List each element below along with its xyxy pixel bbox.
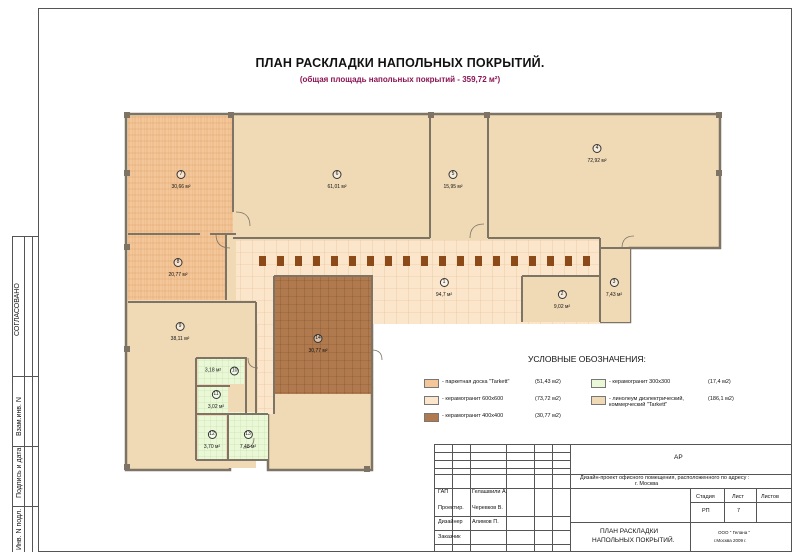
tb-org-city: г.Москва 2009 г.	[714, 538, 747, 543]
room-label-11: 11 3,02 м²	[207, 391, 225, 410]
drawing-title: ПЛАН РАСКЛАДКИ НАПОЛЬНЫХ ПОКРЫТИЙ.	[255, 56, 545, 70]
legend-item-porcelain-300: - керамогранит 300х300 (17,4 м2)	[591, 379, 741, 388]
side-label-inv-original: Инв. N подл.	[16, 508, 23, 550]
room-label-4: 4 72,92 м²	[587, 145, 607, 164]
tb-gap-name: Гелашвили А.	[472, 489, 508, 495]
tb-stage: РП	[702, 508, 710, 514]
tb-interior-role: Дизайнер	[438, 519, 463, 525]
side-label-replace-inv: Взам.инв. N	[16, 397, 23, 436]
porcelain-400-swatch	[424, 413, 439, 422]
room-label-13: 13 7,48 м²	[239, 431, 257, 450]
tb-sheets-header: Листов	[761, 494, 779, 500]
room-label-8: 8 20,77 м²	[168, 259, 188, 278]
legend-item-porcelain-600: - керамогранит 600х600 (73,72 м2)	[424, 396, 584, 405]
parquet-swatch	[424, 379, 439, 388]
tb-gap-role: ГАП	[438, 489, 449, 495]
room-label-3: 3 7,43 м²	[605, 279, 623, 298]
tb-project: Дизайн-проект офисного помещения, расположенного по адресу :	[580, 475, 750, 481]
room-label-14: 14 30,77 м²	[308, 335, 328, 354]
porcelain-600-swatch	[424, 396, 439, 405]
legend-item-parquet: - паркетная доска "Tarkett" (51,43 м2)	[424, 379, 584, 388]
porcelain-300-swatch	[591, 379, 606, 388]
room-label-12: 12 3,70 м²	[203, 431, 221, 450]
title-block	[434, 444, 792, 552]
side-label-signature: Подпись и дата	[16, 447, 23, 498]
room-label-7: 7 30,66 м²	[171, 171, 191, 190]
legend-item-porcelain-400: - керамогранит 400х400 (30,77 м2)	[424, 413, 584, 422]
tb-client-role: Заказчик	[438, 534, 461, 540]
room-label-2: 2 9,02 м²	[553, 291, 571, 310]
room-label-10: 3,18 м² 10	[204, 367, 238, 374]
tb-interior-name: Алимов П.	[472, 519, 499, 525]
drawing-subtitle: (общая площадь напольных покрытий - 359,72 м²)	[299, 75, 501, 84]
room-label-6: 6 61,01 м²	[327, 171, 347, 190]
legend-item-linoleum: - линолеум диэлектрический, коммерческий "Tarkett" (186,1 м2)	[591, 396, 741, 408]
tb-designer-role: Проектир.	[438, 505, 464, 511]
room-label-9: 9 38,11 м²	[170, 323, 190, 342]
side-label-approved: СОГЛАСОВАНО	[14, 283, 21, 336]
tb-designer-name: Черевков В.	[472, 505, 503, 511]
tb-city: г. Москва	[635, 481, 659, 487]
corridor-west-fill	[258, 270, 274, 414]
tb-org: ООО " Гелана "	[718, 530, 751, 535]
tb-sheet-header: Лист	[732, 494, 744, 500]
room-label-1: 1 94,7 м²	[435, 279, 453, 298]
tb-code: АР	[674, 454, 683, 461]
linoleum-swatch	[591, 396, 606, 405]
tb-sheet: 7	[737, 508, 741, 514]
tb-stage-header: Стадия	[696, 494, 715, 500]
tb-sheet-title-2: НАПОЛЬНЫХ ПОКРЫТИЙ.	[592, 537, 675, 544]
tb-sheet-title-1: ПЛАН РАСКЛАДКИ	[600, 528, 659, 535]
room-4-fill	[488, 116, 718, 246]
room-label-5: 5 15,95 м²	[443, 171, 463, 190]
legend-title: УСЛОВНЫЕ ОБОЗНАЧЕНИЯ:	[528, 354, 646, 364]
